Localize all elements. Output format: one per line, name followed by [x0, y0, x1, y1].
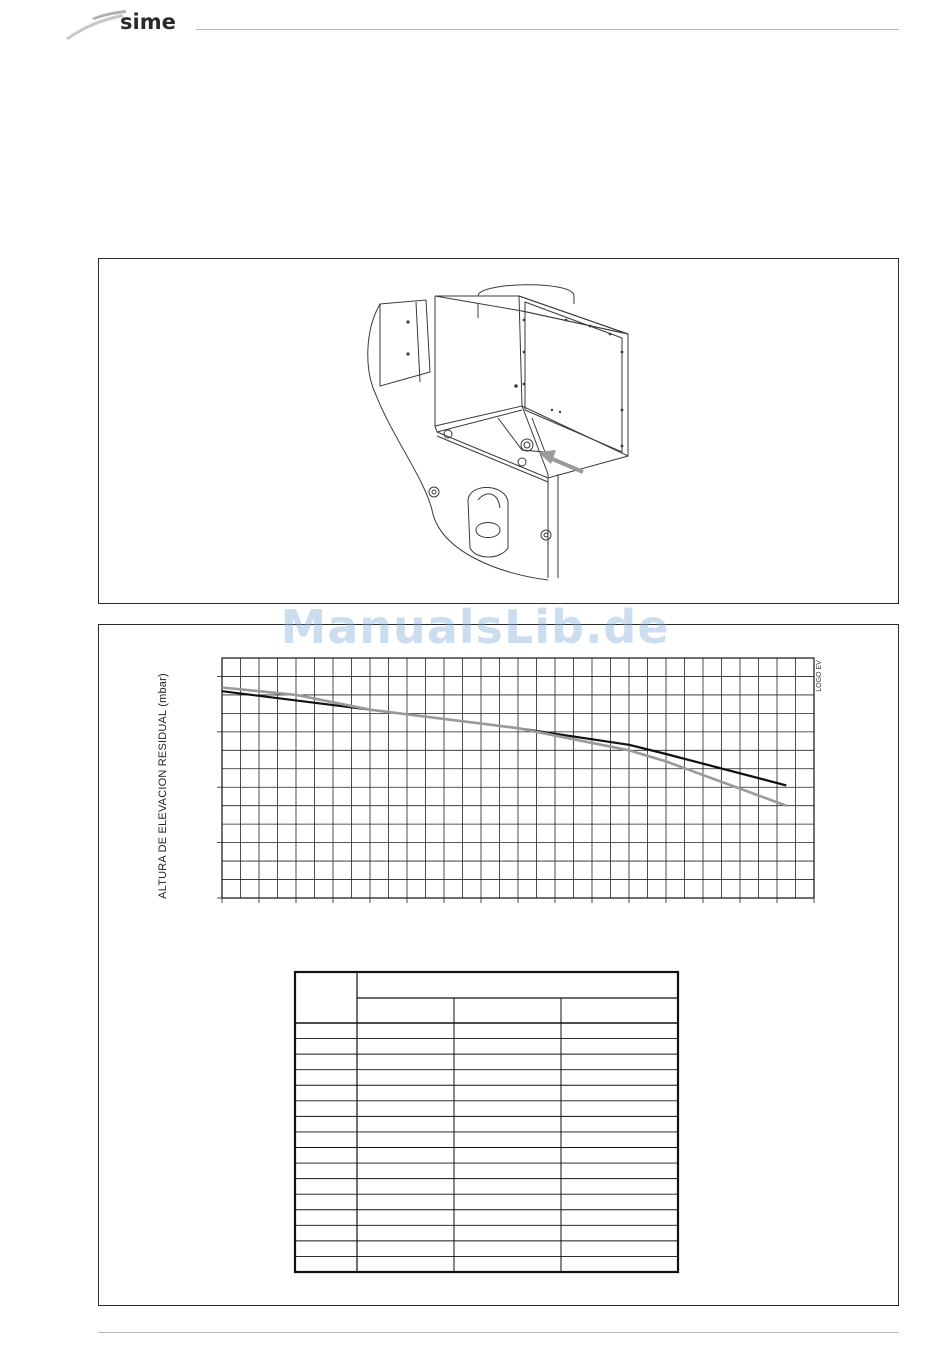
y-axis-label: ALTURA DE ELEVACION RESIDUAL (mbar) — [157, 673, 169, 899]
figure-code: LOGO EV — [816, 660, 823, 692]
svg-text:sime: sime — [120, 10, 176, 34]
watermark: ManualsLib.de — [280, 600, 670, 654]
table-border — [295, 972, 678, 1272]
footer-rule — [98, 1332, 899, 1333]
